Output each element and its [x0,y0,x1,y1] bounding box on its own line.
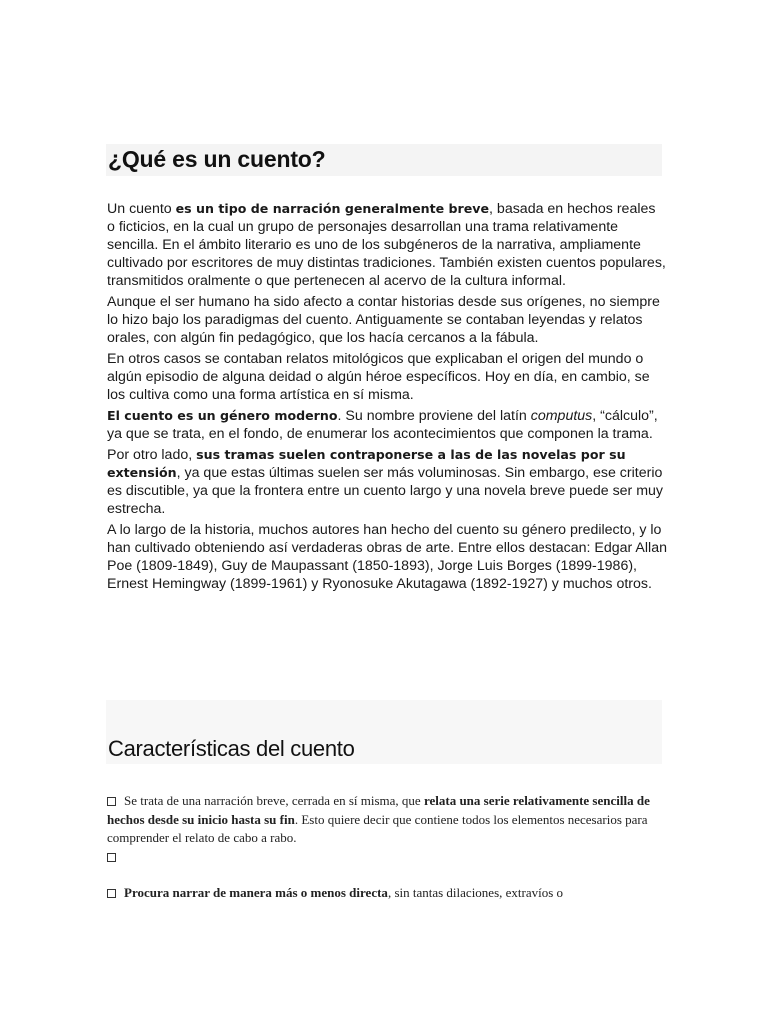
list-item: Se trata de una narración breve, cerrada en sí misma, que relata una serie relativamente sencilla de hechos desde su inicio hasta su fin. Esto quiere decir que contiene todos los elementos necesarios para comprender el relato de cabo a rabo. [107,792,667,866]
checkbox-bullet-icon [107,797,116,806]
bold-phrase: El cuento es un género moderno [107,408,338,423]
bold-phrase: sus tramas suelen contraponerse a las de las novelas por su extensión [107,447,626,480]
bold-phrase: Procura narrar de manera más o menos directa [124,885,388,900]
paragraph: Un cuento es un tipo de narración generalmente breve, basada en hechos reales o ficticios, en la cual un grupo de personajes desarrollan una trama relativamente sencilla. En el ámbito literario es uno de los subgéneros de la narrativa, ampliamente cultivado por escritores de muy distintas tradiciones. También existen cuentos populares, transmitidos oralmente o que pertenecen al acervo de la cultura informal. [107,201,666,289]
bold-phrase: relata una serie relativamente sencilla de hechos desde su inicio hasta su fin [107,793,650,827]
bold-phrase: es un tipo de narración generalmente breve [175,201,490,216]
section-body [107,200,667,596]
section-title-que-es-un-cuento: ¿Qué es un cuento? [108,146,326,172]
checkbox-bullet-icon [107,889,116,898]
paragraph: Por otro lado, sus tramas suelen contraponerse a las de las novelas por su extensión, ya que estas últimas suelen ser más voluminosas. Sin embargo, ese criterio es discutible, ya que la frontera entre un cuento largo y una novela breve puede ser muy estrecha. [107,447,664,517]
paragraph: El cuento es un género moderno. Su nombre proviene del latín computus, “cálculo”, ya que se trata, en el fondo, de enumerar los acontecimientos que componen la trama. [107,408,658,442]
list-item: Procura narrar de manera más o menos directa, sin tantas dilaciones, extravíos o [107,884,667,903]
italic-word: computus [530,408,593,424]
checkbox-bullet-icon [107,853,116,862]
section-title-caracteristicas: Características del cuento [108,736,355,761]
paragraph: A lo largo de la historia, muchos autores han hecho del cuento su género predilecto, y lo han cultivado obteniendo así verdaderas obras de arte. Entre ellos destacan: Edgar Allan Poe (1809-1849), Guy de Maupassant (1850-1893), Jorge Luis Borges (1899-1986), Ernest Hemingway (1899-1961) y Ryonosuke Akutagawa (1892-1927) y muchos otros. [107,522,667,592]
paragraph: En otros casos se contaban relatos mitológicos que explicaban el origen del mundo o algún episodio de alguna deidad o algún héroe específicos. Hoy en día, en cambio, se los cultiva como una forma artística en sí misma. [107,351,650,403]
paragraph: Aunque el ser humano ha sido afecto a contar historias desde sus orígenes, no siempre lo hizo bajo los paradigmas del cuento. Antiguamente se contaban leyendas y relatos orales, con algún fin pedagógico, que los hacía cercanos a la fábula. [107,294,660,346]
